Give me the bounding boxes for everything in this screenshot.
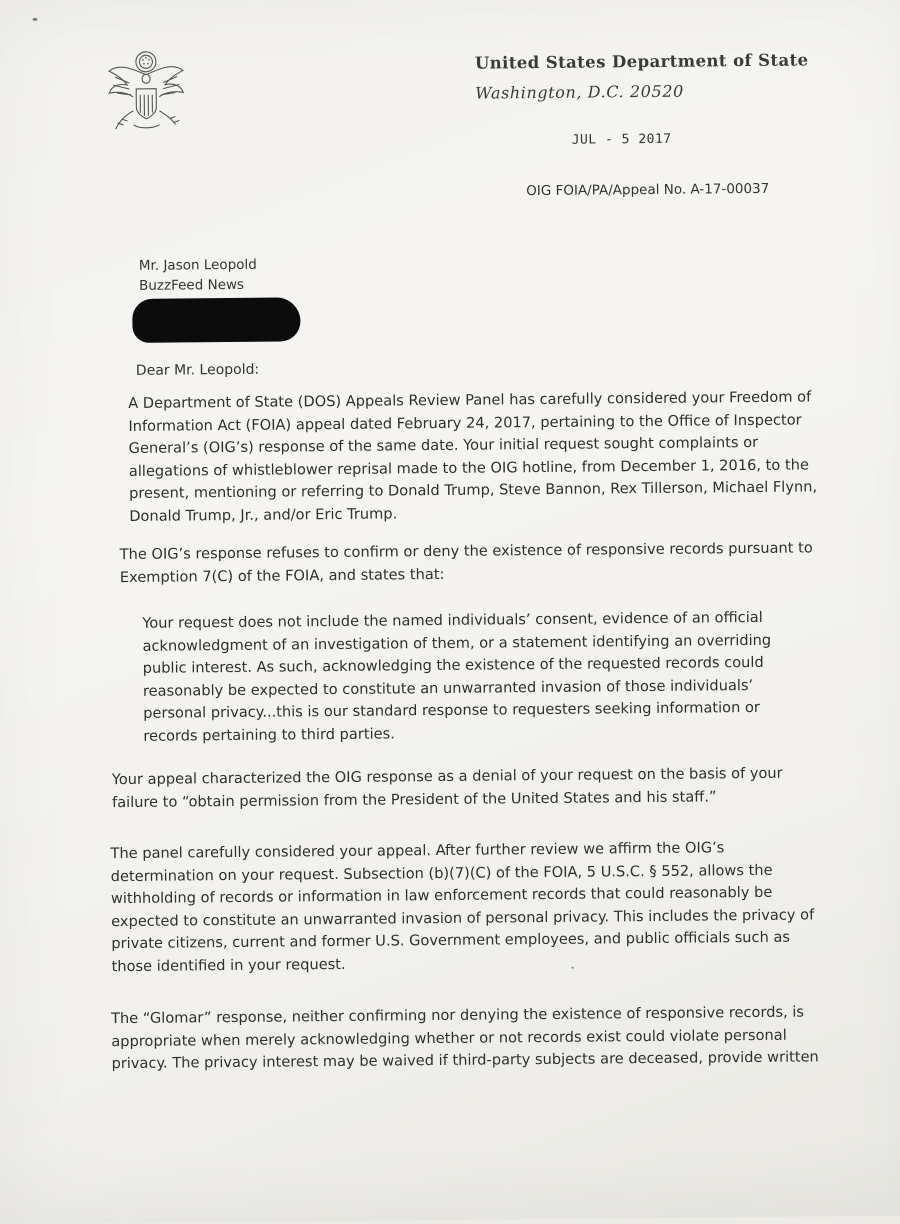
department-address: Washington, D.C. 20520 (475, 81, 684, 103)
paragraph-line: The OIG’s response refuses to confirm or deny the existence of responsive records pursuant to (119, 539, 813, 564)
great-seal-icon (103, 48, 190, 141)
department-name: United States Department of State (474, 50, 809, 73)
paragraph-line: expected to constitute an unwarranted invasion of personal privacy. This includes the privacy of (111, 905, 815, 930)
quote-line: records pertaining to third parties. (143, 724, 395, 745)
quote-line: reasonably be expected to constitute an unwarranted invasion of those individuals’ (142, 676, 754, 700)
paragraph-line: allegations of whistleblower reprisal made to the OIG hotline, from December 1, 2016, to the (128, 455, 809, 480)
paper-speck (572, 967, 574, 969)
quote-line: Your request does not include the named individuals’ consent, evidence of an official (142, 608, 763, 632)
redacted-address-block (132, 297, 300, 343)
paragraph-line: A Department of State (DOS) Appeals Review Panel has carefully considered your Freedom of (128, 388, 812, 412)
body-paragraph-3 (112, 763, 802, 815)
paragraph-line: private citizens, current and former U.S. Government employees, and public officials such as (111, 928, 791, 953)
body-paragraph-4 (110, 836, 815, 978)
paragraph-line: present, mentioning or referring to Donald Trump, Steve Bannon, Rex Tillerson, Michael Flynn, (128, 478, 818, 502)
date-stamp: JUL - 5 2017 (571, 131, 672, 148)
quote-line: acknowledgment of an investigation of them, or a statement identifying an overriding (142, 631, 772, 655)
recipient-name: Mr. Jason Leopold (138, 256, 257, 274)
paragraph-line: General’s (OIG’s) response of the same date. Your initial request sought complaints or (128, 433, 759, 457)
paper-speck (32, 18, 37, 21)
quote-line: public interest. As such, acknowledging the existence of the requested records could (142, 653, 764, 677)
paragraph-line: failure to “obtain permission from the President of the United States and his staff.” (111, 787, 717, 811)
paragraph-line: determination on your request. Subsection (b)(7)(C) of the FOIA, 5 U.S.C. § 552, allows the (110, 861, 773, 885)
paragraph-line: withholding of records or information in law enforcement records that could reasonably be (110, 883, 773, 908)
body-paragraph-1 (128, 387, 818, 528)
paragraph-line: Donald Trump, Jr., and/or Eric Trump. (129, 504, 398, 525)
recipient-organization: BuzzFeed News (138, 276, 245, 294)
paragraph-line: privacy. The privacy interest may be waived if third-party subjects are deceased, provide written (111, 1048, 819, 1073)
paragraph-line: Your appeal characterized the OIG response as a denial of your request on the basis of your (111, 764, 783, 789)
paragraph-line: Information Act (FOIA) appeal dated February 24, 2017, pertaining to the Office of Inspector (128, 411, 802, 435)
paragraph-line: those identified in your request. (111, 955, 346, 975)
quote-line: personal privacy...this is our standard response to requesters seeking information or (143, 698, 760, 722)
paragraph-line: Exemption 7(C) of the FOIA, and states that: (119, 565, 445, 586)
body-paragraph-5 (111, 1001, 819, 1075)
body-paragraph-2 (119, 538, 813, 590)
block-quote (142, 607, 793, 748)
paragraph-line: The panel carefully considered your appeal. After further review we affirm the OIG’s (110, 839, 725, 863)
appeal-number: OIG FOIA/PA/Appeal No. A-17-00037 (526, 180, 770, 200)
paragraph-line: The “Glomar” response, neither confirming nor denying the existence of responsive records, is (111, 1003, 805, 1028)
paragraph-line: appropriate when merely acknowledging whether or not records exist could violate personal (111, 1026, 787, 1050)
salutation: Dear Mr. Leopold: (135, 361, 260, 379)
